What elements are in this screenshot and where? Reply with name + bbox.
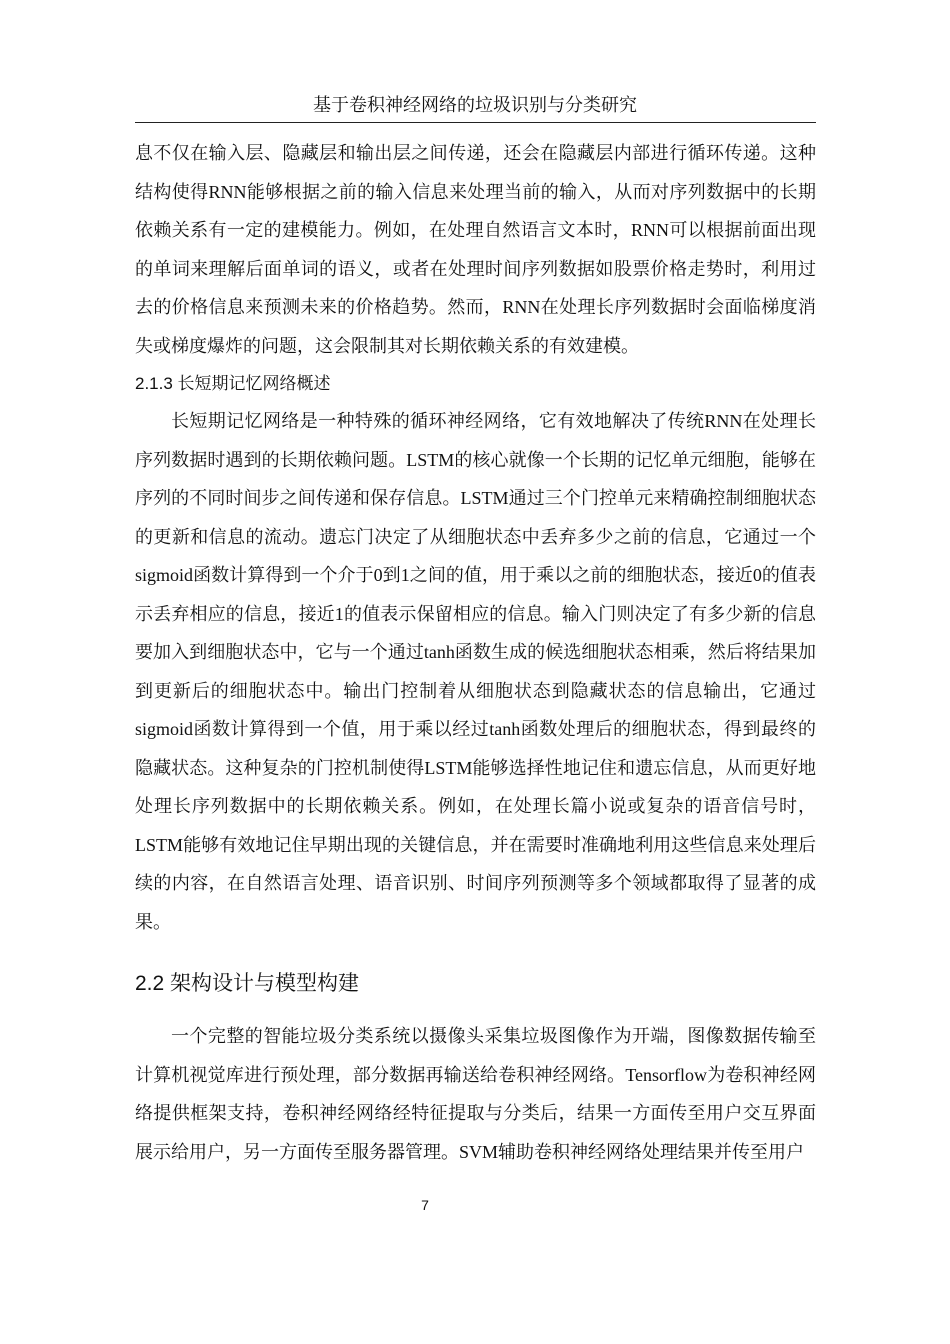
section-heading-2-2: 2.2 架构设计与模型构建 [135,972,360,995]
header-rule [135,122,816,123]
page-number: 7 [421,1197,429,1213]
section-heading-2-1-3: 2.1.3 长短期记忆网络概述 [135,374,331,393]
paragraph-architecture: 一个完整的智能垃圾分类系统以摄像头采集垃圾图像作为开端，图像数据传输至计算机视觉库进行预处理，部分数据再输送给卷积神经网络。Tensorflow为卷积神经网络提供框架支持，卷积神经网络经特征提取与分类后，结果一方面传至用户交互界面展示给用户，另一方面传至服务器管理。SVM辅助卷积神经网络处理结果并传至用户 [135,1026,816,1162]
paragraph-lstm-overview: 长短期记忆网络是一种特殊的循环神经网络，它有效地解决了传统RNN在处理长序列数据时遇到的长期依赖问题。LSTM的核心就像一个长期的记忆单元细胞，能够在序列的不同时间步之间传递和保存信息。LSTM通过三个门控单元来精确控制细胞状态的更新和信息的流动。遗忘门决定了从细胞状态中丢弃多少之前的信息，它通过一个sigmoid函数计算得到一个介于0到1之间的值，用于乘以之前的细胞状态，接近0的值表示丢弃相应的信息，接近1的值表示保留相应的信息。输入门则决定了有多少新的信息要加入到细胞状态中，它与一个通过tanh函数生成的候选细胞状态相乘，然后将结果加到更新后的细胞状态中。输出门控制着从细胞状态到隐藏状态的信息输出，它通过sigmoid函数计算得到一个值，用于乘以经过tanh函数处理后的细胞状态，得到最终的隐藏状态。这种复杂的门控机制使得LSTM能够选择性地记住和遗忘信息，从而更好地处理长序列数据中的长期依赖关系。例如，在处理长篇小说或复杂的语音信号时，LSTM能够有效地记住早期出现的关键信息，并在需要时准确地利用这些信息来处理后续的内容，在自然语言处理、语音识别、时间序列预测等多个领域都取得了显著的成果。 [135,411,816,932]
paragraph-rnn-continuation: 息不仅在输入层、隐藏层和输出层之间传递，还会在隐藏层内部进行循环传递。这种结构使得RNN能够根据之前的输入信息来处理当前的输入，从而对序列数据中的长期依赖关系有一定的建模能力。例如，在处理自然语言文本时，RNN可以根据前面出现的单词来理解后面单词的语义，或者在处理时间序列数据如股票价格走势时，利用过去的价格信息来预测未来的价格趋势。然而，RNN在处理长序列数据时会面临梯度消失或梯度爆炸的问题，这会限制其对长期依赖关系的有效建模。 [135,143,816,356]
running-header: 基于卷积神经网络的垃圾识别与分类研究 [313,95,637,116]
